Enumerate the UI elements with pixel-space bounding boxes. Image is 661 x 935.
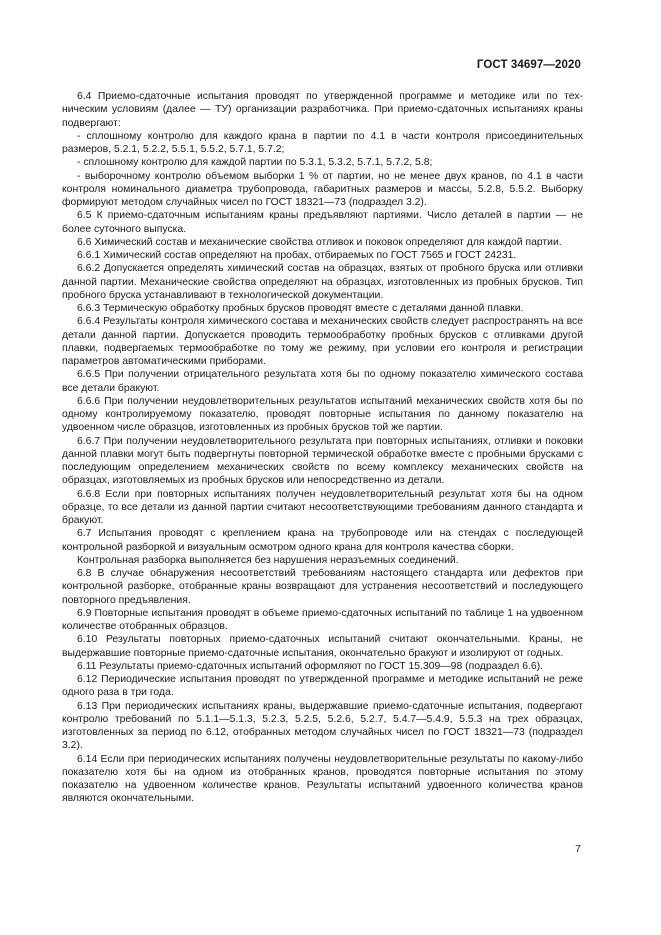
paragraph-6-6-1: 6.6.1 Химический состав определяют на пробах, отбираемых по ГОСТ 7565 и ГОСТ 24231. [77,250,517,261]
paragraph-6-9: 6.9 Повторные испытания проводят в объеме приемо-сдаточных испытаний по таблице 1 на удвоенном количестве отобранных образцов. [62,607,583,632]
paragraph-6-6-8: 6.6.8 Если при повторных испытаниях получен неудовлетворительный результат хотя бы на одном образце, то все детали из данной партии считают несоответствующими требованиям данного стандарта и бракуют. [62,488,583,526]
paragraph-6-10: 6.10 Результаты повторных приемо-сдаточных испытаний считают окончательными. Краны, не выдержавшие повторные приемо-сдаточные испытания, окончательно бракуют и изолируют от годных. [62,634,583,659]
paragraph-6-6-5: 6.6.5 При получении отрицательного результата хотя бы по одному показателю химического состава все детали бракуют. [62,369,583,394]
paragraph-6-6-3: 6.6.3 Термическую обработку пробных брусков проводят вместе с деталями данной плавки. [77,303,524,314]
list-item-sample-control: - выборочному контролю объемом выборки 1 % от партии, но не менее двух кранов, по 4.1 в части контроля номинального диаметра трубопровода, габаритных размеров и массы, 5.2.8, 5.5.2. Выборку формируют методом случайных чисел по ГОСТ 18321—73 (подраздел 3.2). [62,170,583,208]
paragraph-6-14: 6.14 Если при периодических испытаниях получены неудовлетворительные результаты по какому-либо показателю хотя бы на одном из отобранных кранов, проводятся повторные испытания по этому показателю на удвоенном количестве кранов. Результаты испытаний удвоенного количества кранов являются окончательными. [62,753,583,805]
paragraph-6-7-note: Контрольная разборка выполняется без нарушения неразъемных соединений. [77,554,459,566]
list-item-continuous-control-crane: - сплошному контролю для каждого крана в партии по 4.1 в части контроля присоединительных размеров, 5.2.1, 5.2.2, 5.5.1, 5.5.2, 5.7.1, 5.7.2; [62,130,583,155]
paragraph-6-5: 6.5 К приемо-сдаточным испытаниям краны предъявляют партиями. Число деталей в партии — не более суточного выпуска. [62,210,583,235]
paragraph-6-6-6: 6.6.6 При получении неудовлетворительных результатов испытаний механических свойств хотя бы по одному контролируемому показателю, проводят повторные испытания по данному показателю на удвоенном числе образцов, изготовленных из пробных брусков той же партии. [62,395,583,434]
document-body [62,90,583,806]
paragraph-6-7: 6.7 Испытания проводят с креплением крана на трубопроводе или на стендах с последующей контрольной разборкой и визуальным осмотром одного крана для контроля качества сборки. [62,528,583,553]
list-item-continuous-control-batch: - сплошному контролю для каждой партии по 5.3.1, 5.3.2, 5.7.1, 5.7.2, 5.8; [77,157,433,169]
paragraph-6-11: 6.11 Результаты приемо-сдаточных испытаний оформляют по ГОСТ 15.309—98 (подраздел 6.6). [77,660,544,672]
paragraph-6-13: 6.13 При периодических испытаниях краны, выдержавшие приемо-сдаточные испытания, подвергают контролю требований по 5.1.1—5.1.3, 5.2.3, 5.2.5, 5.2.6, 5.2.7, 5.4.7—5.4.9, 5.5.3 на трех образцах, изготовленных за период по 6.12, отобранных методом случайных чисел по ГОСТ 18321—73 (подраздел 3.2). [62,700,583,752]
paragraph-6-6: 6.6 Химический состав и механические свойства отливок и поковок определяют для каждой партии. [77,236,562,248]
paragraph-6-4: 6.4 Приемо-сдаточные испытания проводят по утвержденной программе и методике или по техническим условиям (далее — ТУ) организации разработчика. При приемо-сдаточных испытаниях краны подвергают: [62,91,583,129]
paragraph-6-6-4: 6.6.4 Результаты контроля химического состава и механических свойств следует распространять на все детали данной партии. Допускается проводить термообработку пробных брусков с отливками другой плавки, подвергаемых термообработке по тому же режиму, при условии его контроля и регистрации параметров автоматическими приборами. [62,316,583,367]
paragraph-6-12: 6.12 Периодические испытания проводят по утвержденной программе и методике испытаний не реже одного раза в три года. [62,674,583,699]
document-id: ГОСТ 34697—2020 [476,59,581,71]
paragraph-6-8: 6.8 В случае обнаружения несоответствий требованиям настоящего стандарта или дефектов при контрольной разборке, отобранные краны возвращают для устранения несоответствий и последующего повторного предъявления. [62,568,583,606]
page-number: 7 [575,843,581,855]
paragraph-6-6-2: 6.6.2 Допускается определять химический состав на образцах, взятых от пробного бруска или отливки данной партии. Механические свойства определяют на образцах, изготовленных из пробных брусков. Тип пробного бруска устанавливают в технологической документации. [62,263,583,301]
paragraph-6-6-7: 6.6.7 При получении неудовлетворительного результата при повторных испытаниях, отливки и поковки данной плавки могут быть подвергнуты повторной термической обработке вместе с пробными брусками с последующим определением механических свойств по всему комплексу механических свойств на образцах, изготовляемых из пробных брусков или непосредственно из детали. [62,435,583,487]
